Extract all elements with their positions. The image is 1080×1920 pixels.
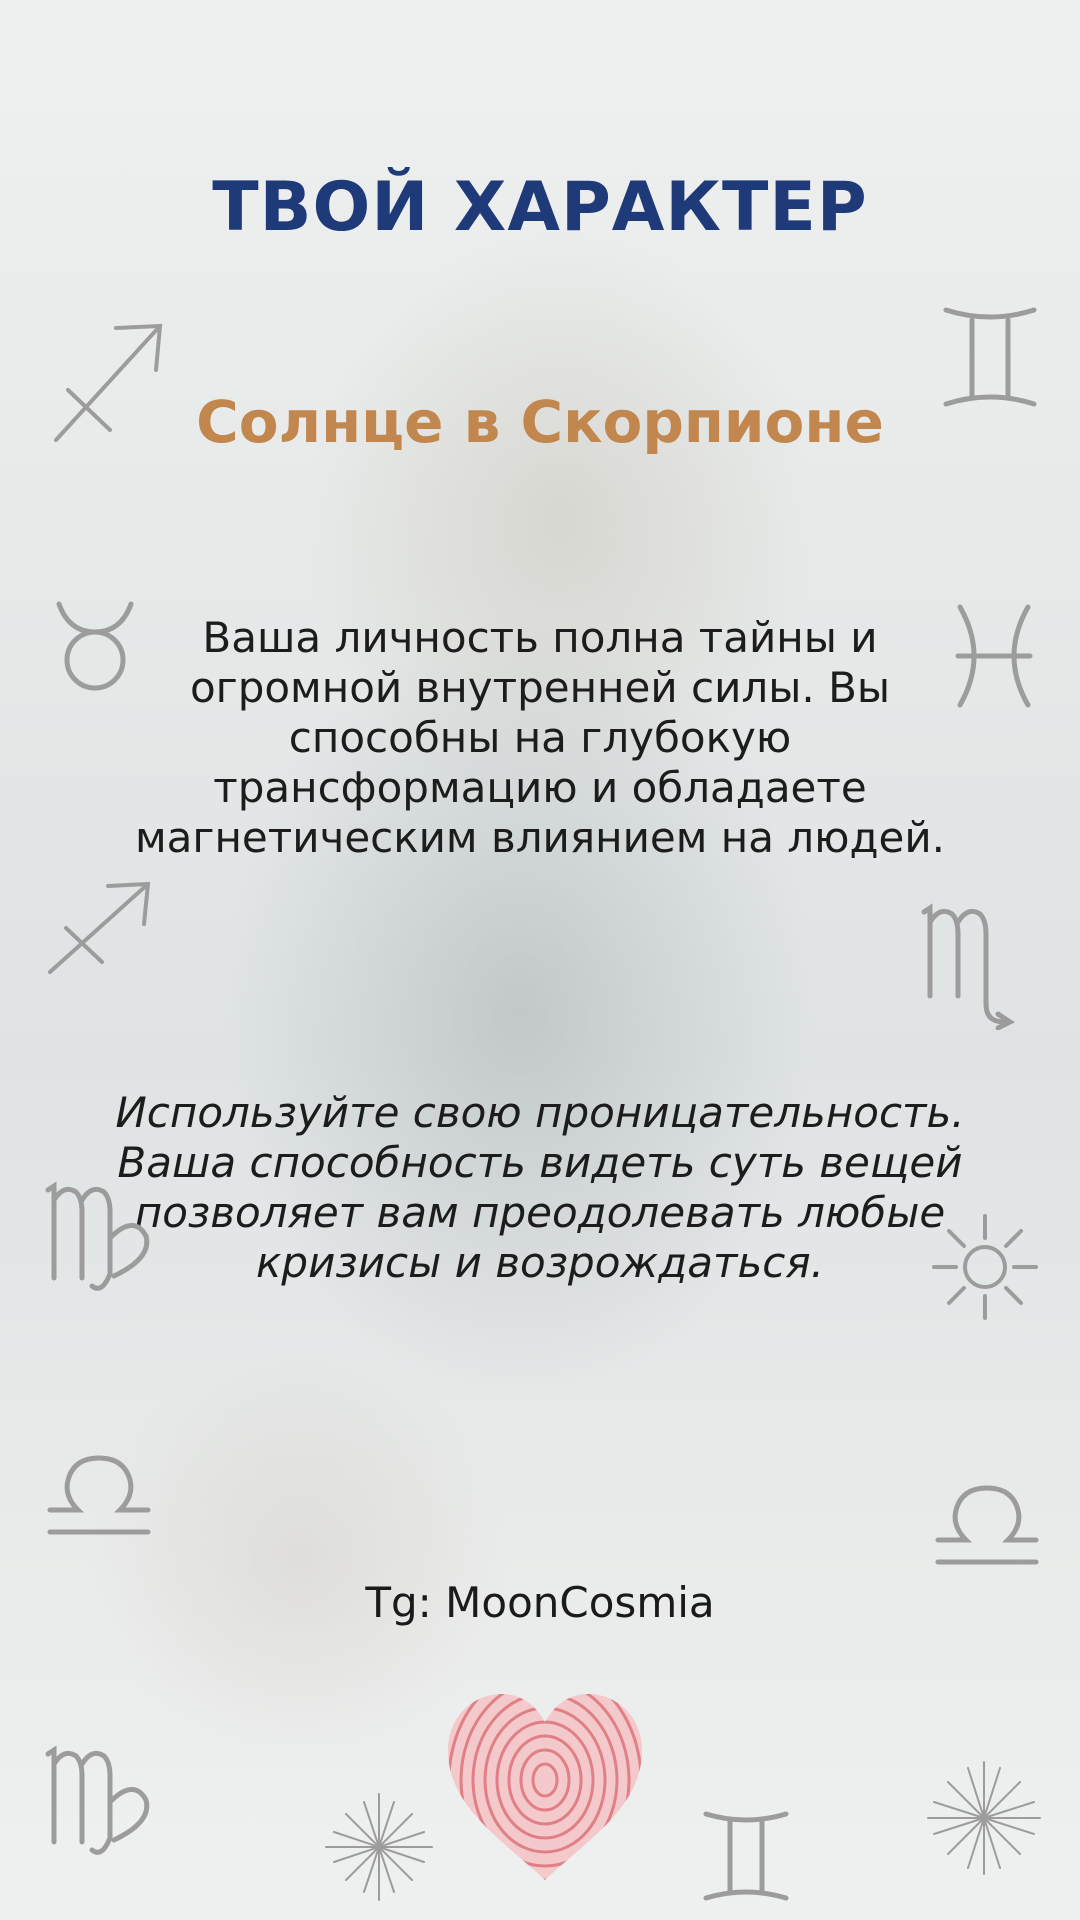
page-title: ТВОЙ ХАРАКТЕР: [212, 168, 868, 247]
advice-paragraph: Используйте свою проницательность. Ваша способность видеть суть вещей позволяет вам преодолевать любые кризисы и возрождаться.: [115, 1088, 965, 1287]
sparkle-icon: [926, 1760, 1042, 1876]
libra-icon: [932, 1482, 1042, 1568]
heart-fingerprint-icon: [440, 1688, 650, 1888]
sparkle-icon: [324, 1792, 434, 1902]
sign-subtitle: Солнце в Скорпионе: [196, 388, 884, 456]
sagittarius-icon: [44, 878, 154, 978]
gemini-icon: [940, 302, 1040, 412]
virgo-icon: [42, 1178, 162, 1298]
taurus-icon: [55, 598, 135, 694]
libra-icon: [44, 1452, 154, 1538]
virgo-icon: [42, 1742, 162, 1862]
pisces-icon: [950, 603, 1038, 709]
scorpio-icon: [918, 900, 1028, 1030]
sun-icon: [930, 1212, 1040, 1322]
gemini-icon: [700, 1806, 792, 1906]
description-paragraph: Ваша личность полна тайны и огромной внутренней силы. Вы способны на глубокую трансформацию и обладаете магнетическим влиянием на людей.: [134, 613, 946, 862]
telegram-handle: Tg: MoonCosmia: [365, 1578, 715, 1627]
sagittarius-icon: [48, 318, 168, 448]
